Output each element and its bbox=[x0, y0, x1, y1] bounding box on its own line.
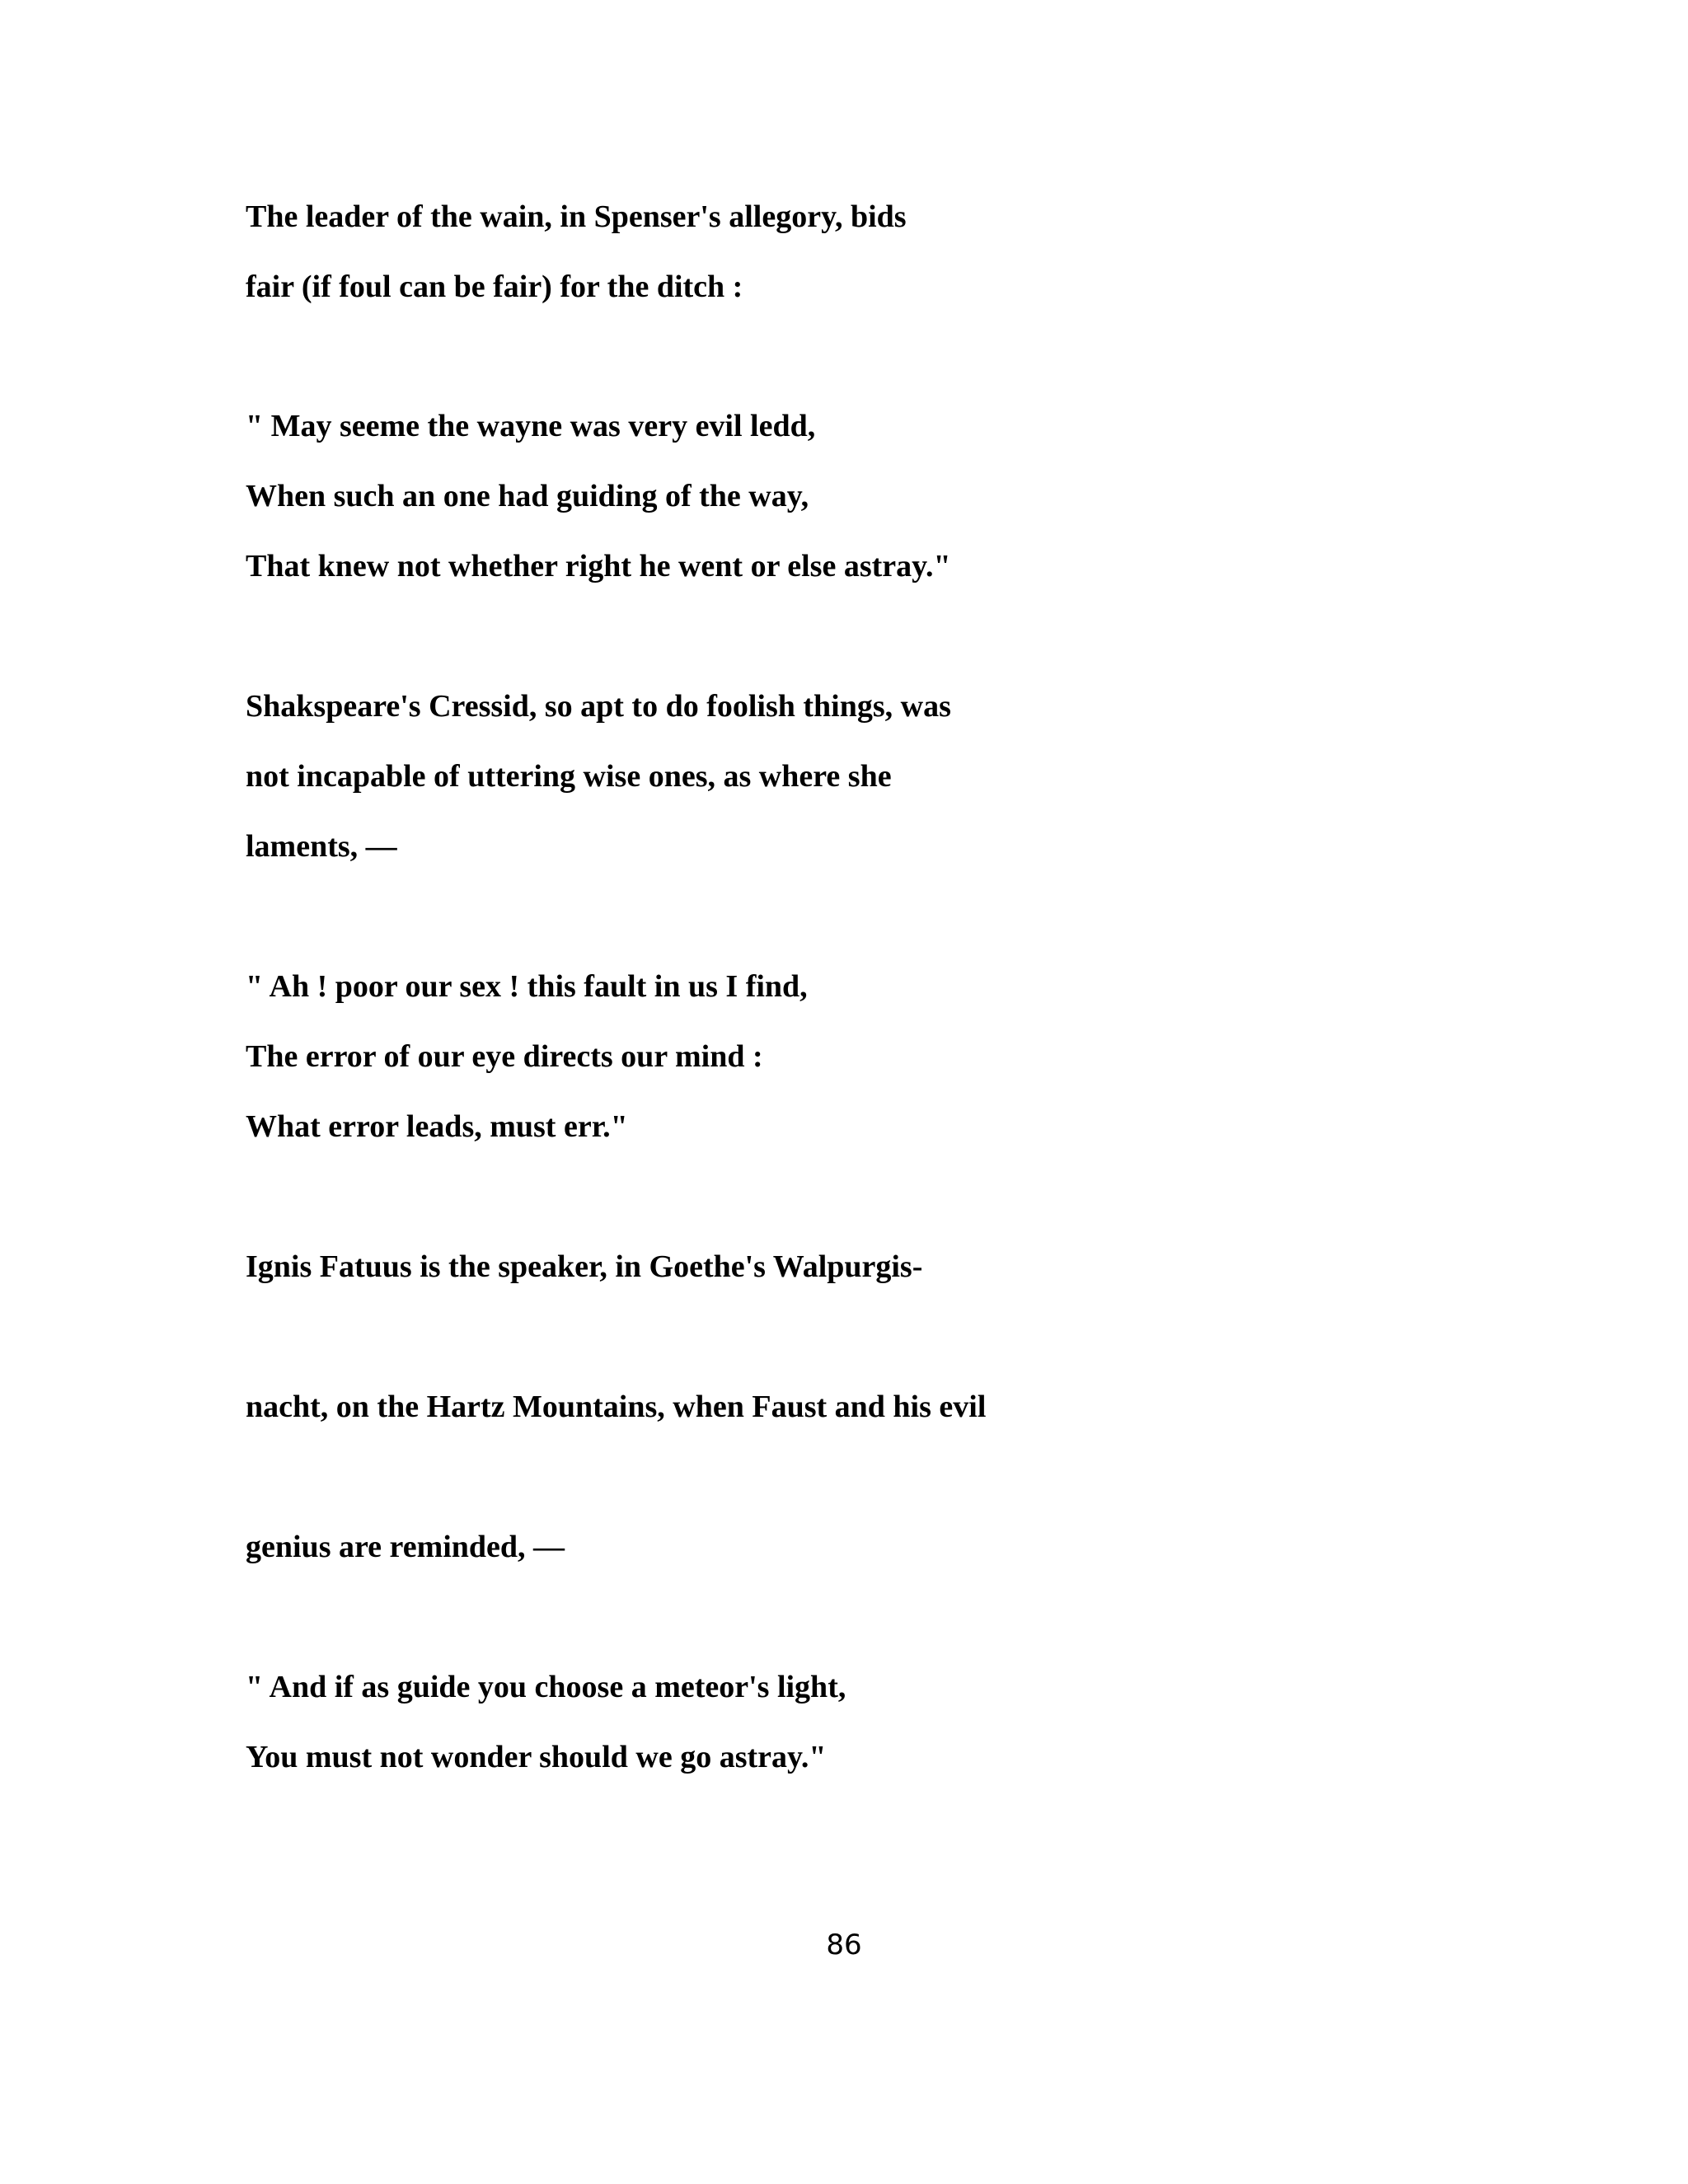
text-line: laments, — bbox=[246, 829, 397, 864]
text-line: genius are reminded, — bbox=[246, 1530, 565, 1564]
quote-line: You must not wonder should we go astray." bbox=[246, 1740, 827, 1774]
quote-line: What error leads, must err." bbox=[246, 1109, 628, 1144]
text-line: fair (if foul can be fair) for the ditch : bbox=[246, 269, 743, 304]
text-line: The leader of the wain, in Spenser's allegory, bids bbox=[246, 199, 907, 234]
text-line: Ignis Fatuus is the speaker, in Goethe's Walpurgis- bbox=[246, 1249, 923, 1284]
quote-line: That knew not whether right he went or else astray." bbox=[246, 549, 951, 583]
page-number: 86 bbox=[826, 1929, 862, 1961]
quote-line: The error of our eye directs our mind : bbox=[246, 1039, 763, 1074]
text-line: nacht, on the Hartz Mountains, when Faust and his evil bbox=[246, 1390, 987, 1424]
quote-line: " Ah ! poor our sex ! this fault in us I find, bbox=[246, 969, 808, 1004]
text-line: Shakspeare's Cressid, so apt to do foolish things, was bbox=[246, 689, 951, 724]
quote-line: When such an one had guiding of the way, bbox=[246, 479, 809, 513]
text-line: not incapable of uttering wise ones, as where she bbox=[246, 759, 892, 794]
quote-line: " May seeme the wayne was very evil ledd, bbox=[246, 409, 816, 443]
quote-line: " And if as guide you choose a meteor's light, bbox=[246, 1670, 846, 1704]
